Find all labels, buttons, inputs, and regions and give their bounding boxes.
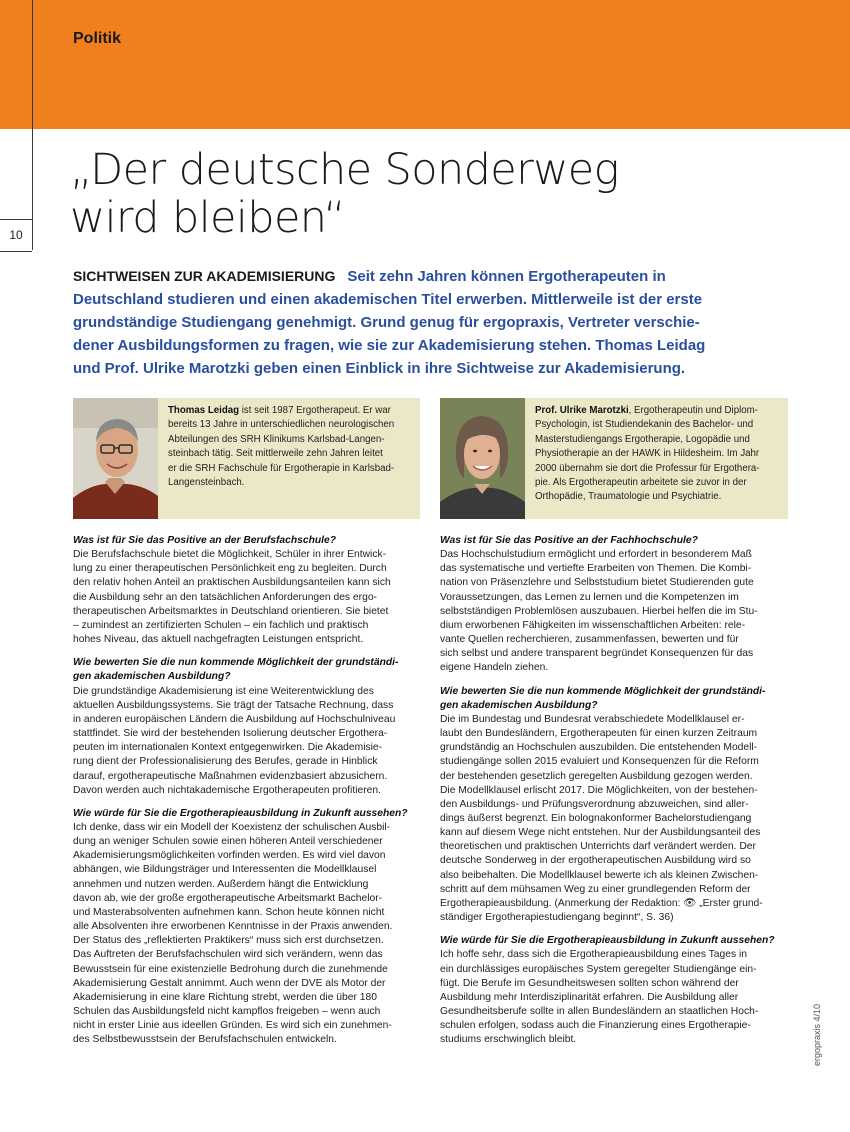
bio-text-leidag: [168, 404, 394, 490]
headline: [70, 146, 710, 242]
lead-line: und Prof. Ulrike Marotzki geben einen Einblick in ihre Sichtweise zur Akademisierung.: [73, 360, 686, 377]
interview-answer-line: Bewusstsein für eine existenzielle Bedrohung durch die zunehmende: [73, 963, 388, 975]
bio-line: pie. Als Ergotherapeutin arbeitete sie zuvor in der: [535, 477, 747, 489]
bio-text-marotzki: [535, 404, 760, 505]
interview-answer-line: vante Quellen recherchieren, zusammenfassen, bewerten und für: [440, 634, 739, 646]
interview-answer-line: stattfindet. Sie wird der bestehenden Isolierung deutscher Ergothera-: [73, 728, 388, 740]
interview-answer-line: Ergotherapieausbildung. (Anmerkung der Redaktion: 👁 „Erster grund-: [440, 897, 763, 909]
interview-answer-line: Akademisierung Gestalt annimmt. Auch wenn der DVE als Motor der: [73, 977, 386, 989]
paragraph-gap: [73, 798, 423, 807]
interview-answer-line: den Ausbildungs- und Prüfungsverordnung abzuweichen, sind aller-: [440, 798, 749, 810]
bio-name: Thomas Leidag: [168, 405, 240, 416]
interview-answer-line: Voraussetzungen, das Lernen zu lernen und die Kompetenzen im: [440, 591, 739, 603]
interview-answer-line: darauf, ergotherapeutische Maßnahmen evidenzbasiert abzusichern.: [73, 770, 388, 782]
interview-answer-line: das systematische und vertiefte Erarbeiten von Themen. Die Kombi-: [440, 563, 752, 575]
bio-line: er die SRH Fachschule für Ergotherapie in Karlsbad-: [168, 462, 395, 474]
interview-answer-line: theoretischen und praktischen Unterrichts darf verändert werden. Der: [440, 841, 756, 853]
interview-answer-line: Die im Bundestag und Bundesrat verabschiedete Modellklausel er-: [440, 713, 745, 725]
interview-answer-line: schritt auf dem mühsamen Weg zu einer grundlegenden Reform der: [440, 883, 751, 895]
portrait-leidag: [73, 398, 158, 519]
interview-answer-line: abhängen, wie Bildungsträger und Interessenten die Modellklausel: [73, 864, 377, 876]
paragraph-gap: [440, 676, 790, 685]
lead-line: Deutschland studieren und einen akademischen Titel erwerben. Mittlerweile ist der erste: [73, 291, 703, 308]
interview-answer-line: des Selbstbewusstsein der Berufsfachschulen entwickeln.: [73, 1034, 337, 1046]
interview-answer-line: Akademisierung in eine klare Richtung strebt, werden die über 180: [73, 991, 377, 1003]
interview-answer-line: dung an weniger Schulen sowie einen höheren Anteil verschiedener: [73, 836, 383, 848]
paragraph-gap: [440, 925, 790, 934]
interview-answer-line: kann auf diesem Wege nicht entstehen. Nur der Ausbildungsanteil des: [440, 827, 761, 839]
bio-name: Prof. Ulrike Marotzki: [535, 405, 629, 416]
section-label: Politik: [73, 30, 122, 47]
interview-answer-line: dium erworbenen Fähigkeiten im wissenschaftlichen Arbeiten: rele-: [440, 619, 746, 631]
interview-answer-line: Ausbildung mehr Interdisziplinarität erfahren. Die Ausbildung aller: [440, 991, 739, 1003]
lead-paragraph: [73, 265, 723, 380]
interview-answer-line: ständiger Ergotherapiestudiengang beginnt“, S. 36): [440, 912, 674, 924]
bio-line: Masterstudiengangs Ergotherapie, Logopädie und: [535, 433, 750, 445]
interview-answer-line: davon ab, wie der große ergotherapeutische Arbeitsmarkt Bachelor-: [73, 892, 383, 904]
interview-answer-line: nicht in erster Linie aus ideellen Gründen. Es wird sich ein zunehmen-: [73, 1020, 392, 1032]
header-band: [0, 0, 850, 129]
interview-answer-line: Gesundheitsberufe sollte in allen Bundesländern an staatlichen Hoch-: [440, 1006, 759, 1017]
interview-answer-line: hohes Niveau, das aktuell nachgefragten Leistungen entspricht.: [73, 634, 364, 646]
lead-line: grundständige Studiengang genehmigt. Grund genug für ergopraxis, Vertreter verschie-: [73, 314, 700, 331]
interview-question: gen akademischen Ausbildung?: [73, 671, 231, 683]
interview-answer-line: der bestehenden gesetzlich geregelten Ausbildung gezogen werden.: [440, 770, 753, 782]
interview-answer-line: dings äußerst begrenzt. Ein bolognakonformer Bachelorstudiengang: [440, 812, 752, 824]
bio-line: steinbach tätig. Seit mittlerweile zehn Jahren leitet: [168, 448, 383, 460]
interview-answer-line: Das Hochschulstudium ermöglicht und erfordert in besonderem Maß: [440, 549, 752, 561]
interview-answer-line: studiums erschwinglich bleibt.: [440, 1034, 577, 1046]
bio-line: Psychologin, ist Studiendekanin des Bachelor- und: [535, 419, 754, 431]
interview-answer-line: Schulen das Ausbildungsfeld nicht kampflos freigeben – wenn auch: [73, 1006, 381, 1017]
bio-box-leidag: [73, 398, 420, 519]
interview-answer-line: und Masterabsolventen aufnehmen kann. Schon heute können nicht: [73, 906, 385, 918]
interview-question: Wie bewerten Sie die nun kommende Möglichkeit der grundständi-: [440, 685, 766, 697]
bio-line: bereits 13 Jahre in unterschiedlichen neurologischen: [168, 419, 395, 431]
interview-answer-line: – zumindest an zertifizierten Schulen – ein fachlich und praktisch: [73, 619, 369, 631]
bio-line: [168, 404, 394, 418]
interview-answer-line: rung dient der Professionalisierung des Berufes, gerade in Hinblick: [73, 756, 378, 768]
headline-line-2: wird bleiben“: [70, 193, 345, 243]
interview-answer-line: therapeutischen Arbeitsmarktes in Deutschland orientieren. Sie bietet: [73, 605, 389, 617]
interview-answer-line: annehmen und nutzen werden. Außerdem hängt die Entwicklung: [73, 878, 369, 890]
interview-question: gen akademischen Ausbildung?: [440, 699, 598, 711]
interview-column-right: [440, 534, 790, 1047]
interview-question: Was ist für Sie das Positive an der Fachhochschule?: [440, 535, 698, 546]
issue-note: ergopraxis 4/10: [812, 1003, 822, 1066]
interview-answer-line: also beibehalten. Die Modellklausel bewerte ich als kleinen Zwischen-: [440, 869, 759, 881]
interview-answer-line: die Ausbildung sehr an den tatsächlichen Anforderungen des ergo-: [73, 591, 377, 603]
interview-answer-line: den relativ hohen Anteil an praktischen Ausbildungsanteilen kann sich: [73, 577, 391, 589]
bio-line: Langensteinbach.: [168, 477, 245, 489]
interview-answer-line: Das Auftreten der Berufsfachschulen wird sich verändern, wenn das: [73, 949, 383, 961]
bio-line: 2000 übernahm sie dort die Professur für Ergothera-: [535, 462, 760, 474]
bio-line: Physiotherapie an der HAWK in Hildesheim. Im Jahr: [535, 448, 760, 460]
interview-answer-line: fügt. Die Berufe im Gesundheitswesen sollten schon während der: [440, 977, 739, 989]
bio-box-marotzki: [440, 398, 788, 519]
interview-answer-line: nation von Präsenzlehre und Selbststudium bietet Studierenden gute: [440, 577, 754, 589]
interview-answer-line: grundständig an Hochschulen auszubilden. Die entstehenden Modell-: [440, 742, 758, 754]
interview-answer-line: lung zu einer therapeutischen Persönlichkeit eng zu begleiten. Durch: [73, 563, 387, 575]
interview-answer-line: peuten im internationalen Kontext entgegenwirken. Die Akademisie-: [73, 742, 383, 754]
interview-answer-line: Die Modellklausel erlischt 2017. Die Möglichkeiten, von der bestehen-: [440, 784, 758, 796]
lead-kicker: SICHTWEISEN ZUR AKADEMISIERUNG: [73, 268, 336, 284]
paragraph-gap: [73, 647, 423, 656]
interview-answer-line: deutsche Sonderweg in der ergotherapeutischen Ausbildung wird so: [440, 855, 751, 867]
interview-answer-line: Davon werden auch nichtakademische Ergotherapeuten profitieren.: [73, 784, 381, 796]
interview-question: Wie bewerten Sie die nun kommende Möglichkeit der grundständi-: [73, 657, 399, 669]
interview-question: Was ist für Sie das Positive an der Berufsfachschule?: [73, 535, 337, 546]
interview-answer-line: alle Absolventen ihre erworbenen Kenntnisse in der Praxis anwenden.: [73, 921, 393, 933]
interview-question: Wie würde für Sie die Ergotherapieausbildung in Zukunft aussehen?: [73, 807, 408, 819]
page-number: 10: [0, 219, 32, 252]
interview-answer-line: in anderen europäischen Ländern die Ausbildung auf Hochschulniveau: [73, 713, 396, 725]
interview-answer-line: schulen erfolgen, sodass auch die Finanzierung eines Ergotherapie-: [440, 1020, 751, 1032]
margin-rule: [32, 0, 33, 250]
bio-line: Orthopädie, Traumatologie und Psychiatrie.: [535, 491, 722, 503]
portrait-marotzki: [440, 398, 525, 519]
bio-text: , Ergotherapeutin und Diplom-: [628, 405, 758, 416]
interview-question: Wie würde für Sie die Ergotherapieausbildung in Zukunft aussehen?: [440, 935, 775, 947]
interview-answer-line: aktuellen Ausbildungssystems. Sie trägt der Tatsache Rechnung, dass: [73, 699, 394, 711]
interview-answer-line: Die grundständige Akademisierung ist eine Weiterentwicklung des: [73, 685, 374, 697]
interview-answer-line: studiengänge sollen 2015 evaluiert und Konsequenzen für die Reform: [440, 756, 759, 768]
interview-answer-line: eigene Handeln ziehen.: [440, 662, 549, 674]
interview-column-left: [73, 534, 423, 1047]
interview-answer-line: Der Status des „reflektierten Praktikers“ muss sich erst durchsetzen.: [73, 935, 384, 947]
interview-answer-line: selbstständigen Problemlösen auszubauen. Hierbei helfen die im Stu-: [440, 605, 758, 617]
lead-line: dener Ausbildungsformen zu fragen, wie sie zur Akademisierung stehen. Thomas Leidag: [73, 337, 706, 354]
interview-answer-line: sich selbst und andere transparent begründet Konsequenzen für das: [440, 648, 754, 660]
bio-line: [535, 404, 760, 418]
interview-answer-line: Akademisierungsmöglichkeiten vorfinden werden. Es wird viel davon: [73, 850, 386, 862]
bio-line: Abteilungen des SRH Klinikums Karlsbad-Langen-: [168, 433, 385, 445]
lead-text: Seit zehn Jahren können Ergotherapeuten in: [347, 268, 666, 285]
interview-answer-line: Ich hoffe sehr, dass sich die Ergotherapieausbildung eines Tages in: [440, 949, 748, 961]
headline-line-1: „Der deutsche Sonderweg: [70, 145, 619, 195]
interview-answer-line: ein durchlässiges europäisches System geregelter Studiengänge ein-: [440, 963, 757, 975]
lead-line-1: [73, 265, 723, 288]
interview-answer-line: Die Berufsfachschule bietet die Möglichkeit, Schüler in ihrer Entwick-: [73, 549, 387, 561]
interview-answer-line: Ich denke, dass wir ein Modell der Koexistenz der schulischen Ausbil-: [73, 821, 391, 833]
bio-text: ist seit 1987 Ergotherapeut. Er war: [239, 405, 391, 416]
interview-answer-line: laubt den Bundesländern, Ergotherapeuten für einen kurzen Zeitraum: [440, 728, 758, 740]
